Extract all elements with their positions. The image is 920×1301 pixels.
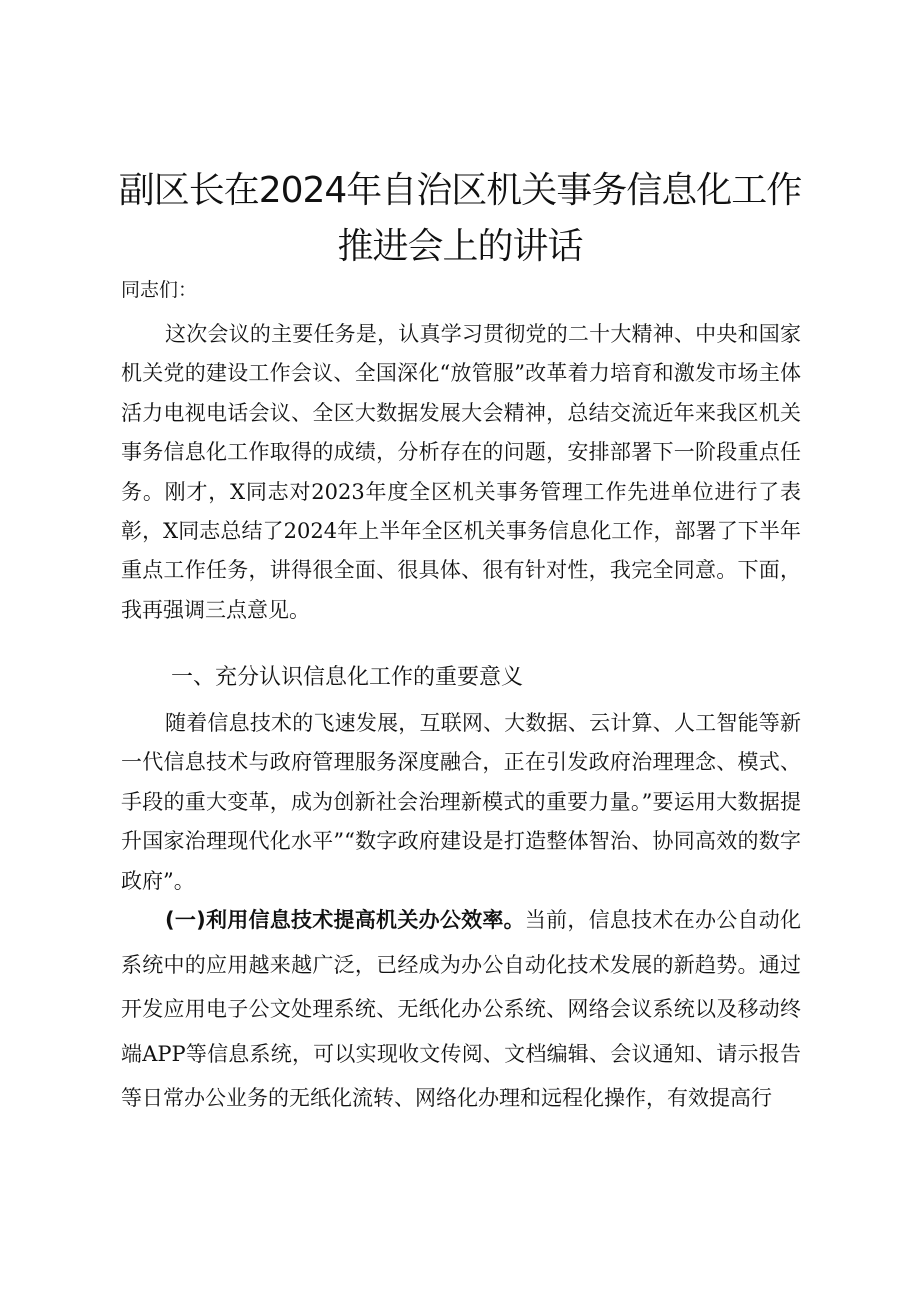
subsection-heading-1: (一)利用信息技术提高机关办公效率。 bbox=[165, 908, 525, 932]
paragraph-subsection-1 bbox=[121, 898, 801, 1121]
document-title-line-1: 副区长在2024年自治区机关事务信息化工作 bbox=[118, 170, 802, 211]
document-title-line-2: 推进会上的讲话 bbox=[337, 226, 583, 267]
paragraph-section-1: 随着信息技术的飞速发展，互联网、大数据、云计算、人工智能等新一代信息技术与政府管理服务深度融合，正在引发政府治理理念、模式、手段的重大变革，成为创新社会治理新模式的重要力量。”要运用大数据提升国家治理现代化水平”“数字政府建设是打造整体智治、协同高效的数字政府”。 bbox=[121, 711, 801, 893]
paragraph-opening: 这次会议的主要任务是，认真学习贯彻党的二十大精神、中央和国家机关党的建设工作会议、全国深化“放管服”改革着力培育和激发市场主体活力电视电话会议、全区大数据发展大会精神，总结交流近年来我区机关事务信息化工作取得的成绩，分析存在的问题，安排部署下一阶段重点任务。刚才，X同志对2023年度全区机关事务管理工作先进单位进行了表彰，X同志总结了2024年上半年全区机关事务信息化工作，部署了下半年重点工作任务，讲得很全面、很具体、很有针对性，我完全同意。下面，我再强调三点意见。 bbox=[121, 322, 801, 622]
section-heading-1: 一、充分认识信息化工作的重要意义 bbox=[171, 665, 524, 690]
subsection-1-body: 当前，信息技术在办公自动化系统中的应用越来越广泛，已经成为办公自动化技术发展的新趋势。通过开发应用电子公文处理系统、无纸化办公系统、网络会议系统以及移动终端APP等信息系统，可以实现收文传阅、文档编辑、会议通知、请示报告等日常办公业务的无纸化流转、网络化办理和远程化操作，有效提高行 bbox=[121, 908, 801, 1110]
salutation: 同志们： bbox=[121, 279, 198, 301]
